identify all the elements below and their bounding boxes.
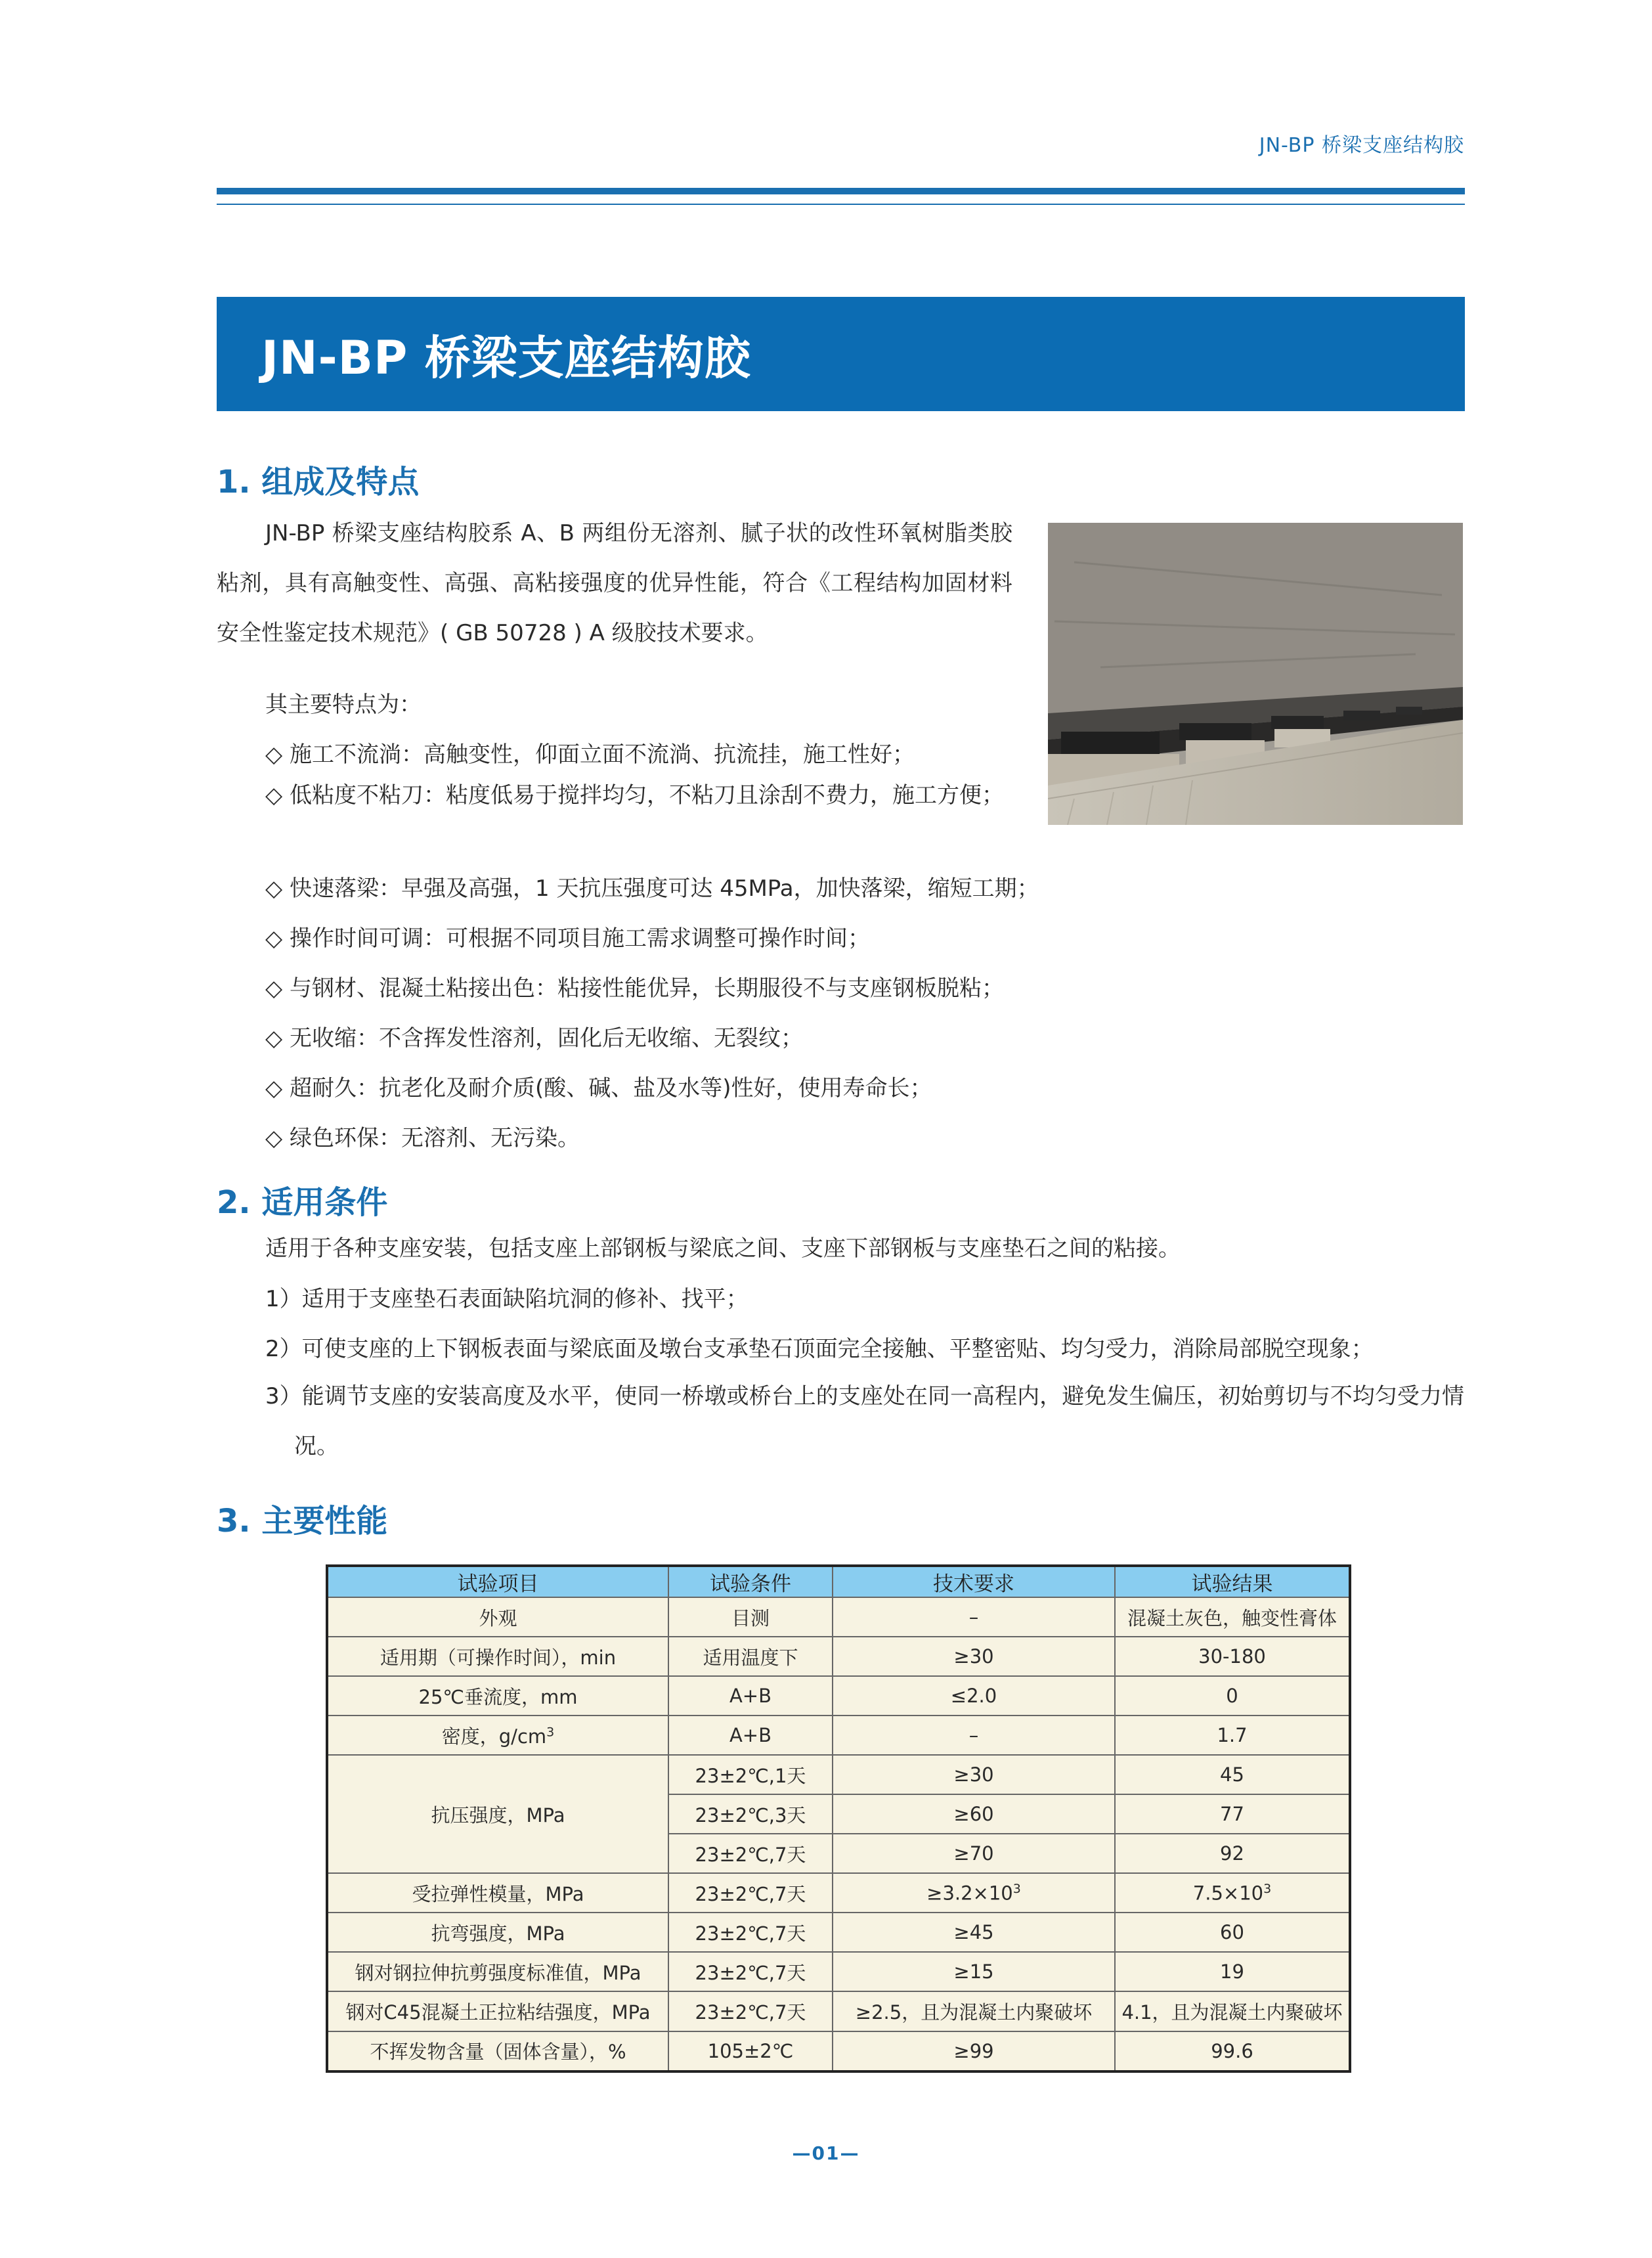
header-rule-thick bbox=[217, 188, 1465, 194]
test-item: 钢对C45混凝土正拉粘结强度，MPa bbox=[327, 1991, 668, 2031]
feature-item: ◇ 超耐久：抗老化及耐介质(酸、碱、盐及水等)性好，使用寿命长； bbox=[265, 1075, 932, 1101]
column-header: 试验条件 bbox=[668, 1566, 833, 1597]
test-item: 抗压强度，MPa bbox=[327, 1755, 668, 1873]
feature-item: ◇ 绿色环保：无溶剂、无污染。 bbox=[265, 1125, 580, 1151]
condition-item: 3）能调节支座的安装高度及水平，使同一桥墩或桥台上的支座处在同一高程内，避免发生偏压，初始剪切与不均匀受力情况。 bbox=[265, 1383, 1464, 1459]
test-item-text: 密度，g/cm bbox=[441, 1725, 547, 1748]
column-header: 技术要求 bbox=[833, 1566, 1115, 1597]
table-row bbox=[327, 1597, 1350, 1637]
test-condition: 23±2℃,7天 bbox=[668, 1834, 833, 1873]
section1-intro: JN-BP 桥梁支座结构胶系 A、B 两组份无溶剂、腻子状的改性环氧树脂类胶粘剂，具有高触变性、高强、高粘接强度的优异性能，符合《工程结构加固材料安全性鉴定技术规范》( GB 50728 ) A 级胶技术要求。 bbox=[217, 520, 1012, 646]
tech-requirement: ≥15 bbox=[833, 1952, 1115, 1991]
test-result: 77 bbox=[1115, 1794, 1350, 1834]
section-heading-3: 3. 主要性能 bbox=[217, 1503, 388, 1539]
test-result: 60 bbox=[1115, 1913, 1350, 1952]
title-banner bbox=[217, 297, 1465, 411]
section-heading-1: 1. 组成及特点 bbox=[217, 464, 420, 500]
table-row bbox=[327, 1913, 1350, 1952]
tech-requirement: ≥30 bbox=[833, 1755, 1115, 1794]
test-item bbox=[327, 1716, 668, 1755]
tech-requirement bbox=[833, 1873, 1115, 1913]
performance-table bbox=[326, 1564, 1351, 2073]
test-result: 30-180 bbox=[1115, 1637, 1350, 1676]
table-row bbox=[327, 2031, 1350, 2071]
test-result: 92 bbox=[1115, 1834, 1350, 1873]
feature-item: ◇ 与钢材、混凝土粘接出色：粘接性能优异，长期服役不与支座钢板脱粘； bbox=[265, 975, 1004, 1002]
test-item: 钢对钢拉伸抗剪强度标准值，MPa bbox=[327, 1952, 668, 1991]
table-header-row bbox=[327, 1566, 1350, 1597]
tech-requirement: – bbox=[833, 1716, 1115, 1755]
table-row bbox=[327, 1676, 1350, 1716]
test-result: 4.1，且为混凝土内聚破坏 bbox=[1115, 1991, 1350, 2031]
superscript: 3 bbox=[1263, 1882, 1272, 1897]
test-condition: 23±2℃,1天 bbox=[668, 1755, 833, 1794]
table-row bbox=[327, 1873, 1350, 1913]
bridge-bearing-illustration bbox=[1048, 523, 1463, 825]
test-result: 19 bbox=[1115, 1952, 1350, 1991]
tech-requirement: – bbox=[833, 1597, 1115, 1637]
table-row bbox=[327, 1755, 1350, 1794]
feature-item: ◇ 无收缩：不含挥发性溶剂，固化后无收缩、无裂纹； bbox=[265, 1025, 803, 1052]
test-item: 抗弯强度，MPa bbox=[327, 1913, 668, 1952]
table-row bbox=[327, 1991, 1350, 2031]
page-title: JN-BP 桥梁支座结构胶 bbox=[261, 330, 751, 385]
running-header: JN-BP 桥梁支座结构胶 bbox=[1259, 134, 1464, 157]
test-condition: A+B bbox=[668, 1716, 833, 1755]
test-item: 受拉弹性模量，MPa bbox=[327, 1873, 668, 1913]
superscript: 3 bbox=[546, 1725, 555, 1739]
section2-intro: 适用于各种支座安装，包括支座上部钢板与梁底之间、支座下部钢板与支座垫石之间的粘接。 bbox=[265, 1235, 1181, 1262]
test-result: 45 bbox=[1115, 1755, 1350, 1794]
test-item: 25℃垂流度，mm bbox=[327, 1676, 668, 1716]
bridge-bearing-photo bbox=[1048, 523, 1463, 825]
tech-requirement: ≤2.0 bbox=[833, 1676, 1115, 1716]
feature-item: ◇ 低粘度不粘刀：粘度低易于搅拌均匀，不粘刀且涂刮不费力，施工方便； bbox=[265, 782, 1004, 808]
column-header: 试验结果 bbox=[1115, 1566, 1350, 1597]
test-condition: 适用温度下 bbox=[668, 1637, 833, 1676]
condition-item: 1）适用于支座垫石表面缺陷坑洞的修补、找平； bbox=[265, 1286, 749, 1312]
column-header: 试验项目 bbox=[327, 1566, 668, 1597]
feature-item: ◇ 快速落梁：早强及高强，1 天抗压强度可达 45MPa，加快落梁，缩短工期； bbox=[265, 875, 1039, 902]
test-condition: 23±2℃,7天 bbox=[668, 1873, 833, 1913]
test-condition: 23±2℃,3天 bbox=[668, 1794, 833, 1834]
test-condition: 23±2℃,7天 bbox=[668, 1913, 833, 1952]
test-condition: 105±2℃ bbox=[668, 2031, 833, 2071]
table-row bbox=[327, 1637, 1350, 1676]
tech-requirement: ≥30 bbox=[833, 1637, 1115, 1676]
test-result: 混凝土灰色，触变性膏体 bbox=[1115, 1597, 1350, 1637]
test-result: 0 bbox=[1115, 1676, 1350, 1716]
section-heading-2: 2. 适用条件 bbox=[217, 1184, 388, 1221]
superscript: 3 bbox=[1012, 1882, 1021, 1897]
test-condition: 23±2℃,7天 bbox=[668, 1952, 833, 1991]
tech-requirement: ≥99 bbox=[833, 2031, 1115, 2071]
tech-requirement: ≥2.5，且为混凝土内聚破坏 bbox=[833, 1991, 1115, 2031]
condition-item: 2）可使支座的上下钢板表面与梁底面及墩台支承垫石顶面完全接触、平整密贴、均匀受力，消除局部脱空现象； bbox=[265, 1336, 1374, 1362]
tech-requirement: ≥60 bbox=[833, 1794, 1115, 1834]
test-item: 不挥发物含量（固体含量），% bbox=[327, 2031, 668, 2071]
test-result bbox=[1115, 1873, 1350, 1913]
test-condition: 目测 bbox=[668, 1597, 833, 1637]
test-condition: 23±2℃,7天 bbox=[668, 1991, 833, 2031]
test-result: 99.6 bbox=[1115, 2031, 1350, 2071]
table-row bbox=[327, 1716, 1350, 1755]
page-number: —01— bbox=[792, 2142, 860, 2164]
header-rule-thin bbox=[217, 204, 1465, 205]
tech-requirement: ≥45 bbox=[833, 1913, 1115, 1952]
test-item: 外观 bbox=[327, 1597, 668, 1637]
test-result: 1.7 bbox=[1115, 1716, 1350, 1755]
test-result-text: 7.5×10 bbox=[1192, 1882, 1264, 1905]
test-condition: A+B bbox=[668, 1676, 833, 1716]
table-row bbox=[327, 1952, 1350, 1991]
tech-requirement: ≥70 bbox=[833, 1834, 1115, 1873]
features-label: 其主要特点为： bbox=[265, 692, 422, 718]
feature-item: ◇ 操作时间可调：可根据不同项目施工需求调整可操作时间； bbox=[265, 925, 870, 952]
tech-requirement-text: ≥3.2×10 bbox=[926, 1882, 1013, 1905]
feature-item: ◇ 施工不流淌：高触变性，仰面立面不流淌、抗流挂，施工性好； bbox=[265, 742, 915, 768]
test-item: 适用期（可操作时间），min bbox=[327, 1637, 668, 1676]
